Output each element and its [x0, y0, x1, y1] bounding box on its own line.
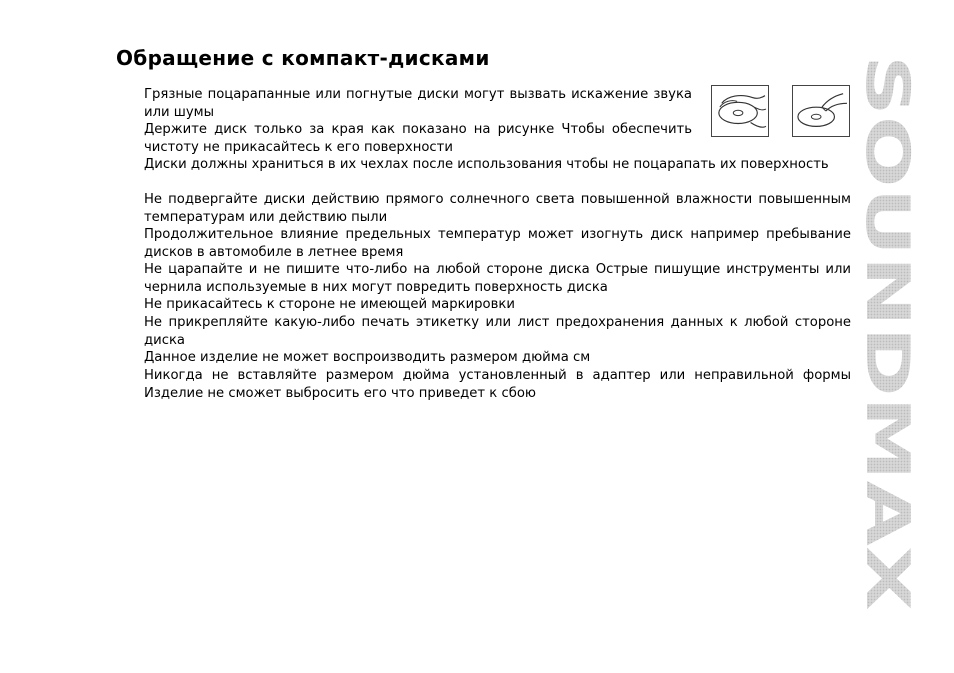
paragraph-storage: Диски должны храниться в их чехлах после использования чтобы не поцарапать их поверхность	[144, 157, 829, 172]
brand-logo	[852, 55, 922, 615]
paragraph-dirty-discs: Грязные поцарапанные или погнутые диски могут вызвать искажение звука или шумы	[144, 87, 692, 120]
page-title: Обращение с компакт-дисками	[116, 46, 490, 70]
paragraph-no-writing: Не царапайте и не пишите что-либо на любой стороне диска Острые пишущие инструменты или чернила используемые в них могут повредить поверхность диска	[144, 262, 851, 295]
paragraph-no-labels: Не прикрепляйте какую-либо печать этикетку или лист предохранения данных к любой стороне диска	[144, 315, 851, 348]
disc-touch-illustration	[792, 85, 850, 137]
paragraph-sunlight: Не подвергайте диски действию прямого солнечного света повышенной влажности повышенным температурам или действию пыли	[144, 192, 851, 225]
brand-logo-text: SOUNDMAX	[852, 55, 922, 451]
paragraph-temperature: Продолжительное влияние предельных температур может изогнуть диск например пребывание дисков в автомобиле в летнее время	[144, 227, 851, 260]
paragraph-hold-edges: Держите диск только за края как показано на рисунке Чтобы обеспечить чистоту не прикасайтесь к его поверхности	[144, 122, 692, 155]
paragraph-unlabeled-side: Не прикасайтесь к стороне не имеющей маркировки	[144, 297, 515, 312]
disc-hold-illustration	[711, 85, 769, 137]
paragraph-size-limit: Данное изделие не может воспроизводить размером дюйма см	[144, 350, 591, 365]
paragraph-adapter: Никогда не вставляйте размером дюйма установленный в адаптер или неправильной формы Изделие не сможет выбросить его что приведет к сбою	[144, 368, 851, 401]
